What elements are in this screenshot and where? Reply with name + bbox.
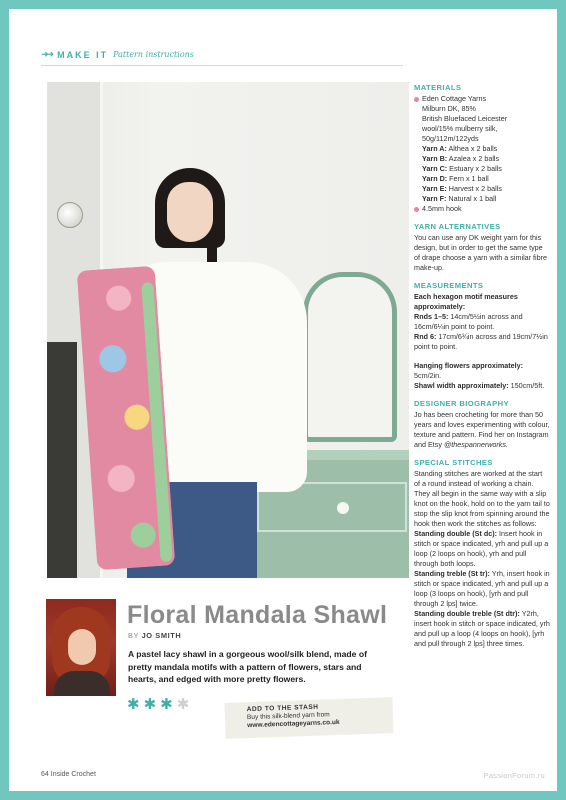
- byline-author: JO SMITH: [141, 631, 182, 640]
- magazine-name: Inside Crochet: [50, 771, 96, 778]
- yarn-label: Yarn F:: [422, 194, 447, 203]
- article-title: Floral Mandala Shawl: [127, 601, 388, 629]
- yarn-value: Harvest x 2 balls: [448, 184, 502, 193]
- yarn-label: Yarn D:: [422, 174, 448, 183]
- photo-model-face: [167, 182, 213, 242]
- arrows-icon: ➜➜: [41, 49, 53, 59]
- star-icon: ✱: [160, 696, 173, 713]
- stash-box: [224, 697, 393, 739]
- page-number: 64: [41, 771, 49, 778]
- yarn-label: Yarn C:: [422, 164, 448, 173]
- article-intro: A pastel lacy shawl in a gorgeous wool/silk blend, made of pretty mandala motifs with a pattern of flowers, stars and hearts, and edged with more pretty flowers.: [128, 649, 367, 684]
- measurements-width: [414, 381, 550, 391]
- stitch-text: Yrh, insert hook in stitch or space indicated, yrh and pull up a loop (3 loops on hook), [yrh and pull through 2 lps] twice.: [414, 569, 550, 608]
- stitch-text: Y2rh, insert hook in stitch or space indicated, yrh and pull up a loop (4 loops on hook), [yrh and pull through 2 lps] three times.: [414, 609, 550, 648]
- stash-heading: ADD TO THE STASH: [246, 703, 319, 714]
- stash-url-link[interactable]: www.edencottageyarns.co.uk: [247, 718, 340, 730]
- star-icon: ✱: [127, 696, 140, 713]
- yarn-label: Yarn B:: [422, 154, 448, 163]
- yarn-label: Yarn A:: [422, 144, 447, 153]
- portrait-top: [54, 671, 110, 696]
- stash-line: Buy this silk-blend yarn from: [246, 711, 330, 722]
- measurements-intro: [414, 292, 550, 312]
- measurements-heading: MEASUREMENTS: [414, 281, 484, 290]
- yarn-item: [414, 174, 550, 184]
- yarn-label: Yarn E:: [422, 184, 447, 193]
- measurements-section: [414, 281, 550, 391]
- measurements-rnd6: [414, 332, 550, 352]
- portrait-face: [68, 629, 96, 665]
- designer-heading: DESIGNER BIOGRAPHY: [414, 399, 509, 408]
- section-subtitle: Pattern instructions: [113, 50, 194, 59]
- rnd6-value: 17cm/6¾in across and 19cm/7½in point to point.: [414, 332, 548, 351]
- special-stitches-section: [414, 458, 550, 649]
- difficulty-rating: [127, 697, 189, 712]
- stitch-text: Insert hook in stitch or space indicated, yrh and pull up a loop (2 loops on hook), yrh and pull through both loops.: [414, 529, 549, 568]
- flowers-value: 5cm/2in.: [414, 371, 442, 380]
- designer-handle: @thespannerworks.: [443, 440, 508, 449]
- yarn-alternatives-heading: YARN ALTERNATIVES: [414, 222, 501, 231]
- section-header: [41, 49, 194, 60]
- rnds15-label: Rnds 1–5:: [414, 312, 449, 321]
- star-icon: ✱: [143, 696, 157, 713]
- photo-knob: [337, 502, 349, 514]
- stitch-label: Standing treble (St tr):: [414, 569, 490, 578]
- rnd6-label: Rnd 6:: [414, 332, 437, 341]
- materials-brand: Eden Cottage Yarns: [414, 94, 550, 104]
- yarn-alternatives-section: [414, 222, 550, 273]
- designer-section: [414, 399, 550, 450]
- materials-hook: 4.5mm hook: [414, 204, 550, 214]
- designer-portrait: [46, 599, 116, 696]
- yarn-value: Estuary x 2 balls: [449, 164, 502, 173]
- designer-bio-text: Jo has been crocheting for more than 50 years and loves experimenting with colour, texture and pattern. Find her on Instagram and Etsy: [414, 410, 550, 449]
- watermark: PassionForum.ru: [483, 771, 545, 780]
- flowers-label: Hanging flowers approximately:: [414, 361, 524, 370]
- byline-by: BY: [128, 631, 139, 640]
- model-photo: [47, 82, 409, 578]
- stitch-item: [414, 569, 550, 609]
- width-value: 150cm/5ft.: [510, 381, 545, 390]
- yarn-value: Azalea x 2 balls: [448, 154, 500, 163]
- stitch-item: [414, 529, 550, 569]
- stitch-item: [414, 609, 550, 649]
- side-column: [414, 83, 550, 657]
- special-stitches-intro: Standing stitches are worked at the start of a round instead of working a chain. They all begin in the same way with a slip knot on the hook, hold on to the yarn tail to stop the slip knot from spinning around the hook then work the stitches as follows:: [414, 469, 550, 528]
- yarn-value: Fern x 1 ball: [449, 174, 489, 183]
- section-label: MAKE IT: [57, 49, 109, 60]
- yarn-item: [414, 154, 550, 164]
- byline: [128, 631, 181, 640]
- yarn-desc-line: wool/15% mulberry silk,: [422, 124, 498, 133]
- stitch-label: Standing double (St dc):: [414, 529, 498, 538]
- yarn-value: Althea x 2 balls: [448, 144, 498, 153]
- yarn-desc-line: British Bluefaced Leicester: [422, 114, 508, 123]
- materials-section: [414, 83, 550, 214]
- stitch-label: Standing double treble (St dtr):: [414, 609, 520, 618]
- designer-bio: [414, 410, 550, 450]
- yarn-desc-line: 50g/112m/122yds: [422, 134, 479, 143]
- yarn-item: [414, 144, 550, 154]
- photo-shelf: [47, 342, 77, 578]
- width-label: Shawl width approximately:: [414, 381, 509, 390]
- star-icon: ✱: [176, 696, 190, 713]
- header-divider: [41, 65, 403, 66]
- page-footer: [41, 771, 96, 778]
- yarn-desc-line: Milburn DK, 85%: [422, 104, 476, 113]
- special-stitches-heading: SPECIAL STITCHES: [414, 458, 493, 467]
- measurements-intro-text: Each hexagon motif measures approximately:: [414, 292, 518, 311]
- yarn-alternatives-text: You can use any DK weight yarn for this design, but in order to get the same type of drape choose a yarn with a similar fibre make-up.: [414, 233, 548, 272]
- photo-lamp: [57, 202, 83, 228]
- rnds15-value: 14cm/5½in across and 16cm/6¼in point to point.: [414, 312, 523, 331]
- photo-mirror: [303, 272, 397, 442]
- yarn-item: [414, 184, 550, 194]
- yarn-item: [414, 194, 550, 204]
- measurements-flowers: [414, 361, 550, 381]
- magazine-page: [9, 9, 557, 791]
- materials-heading: MATERIALS: [414, 83, 462, 92]
- measurements-rnds15: [414, 312, 550, 332]
- yarn-value: Natural x 1 ball: [448, 194, 497, 203]
- yarn-item: [414, 164, 550, 174]
